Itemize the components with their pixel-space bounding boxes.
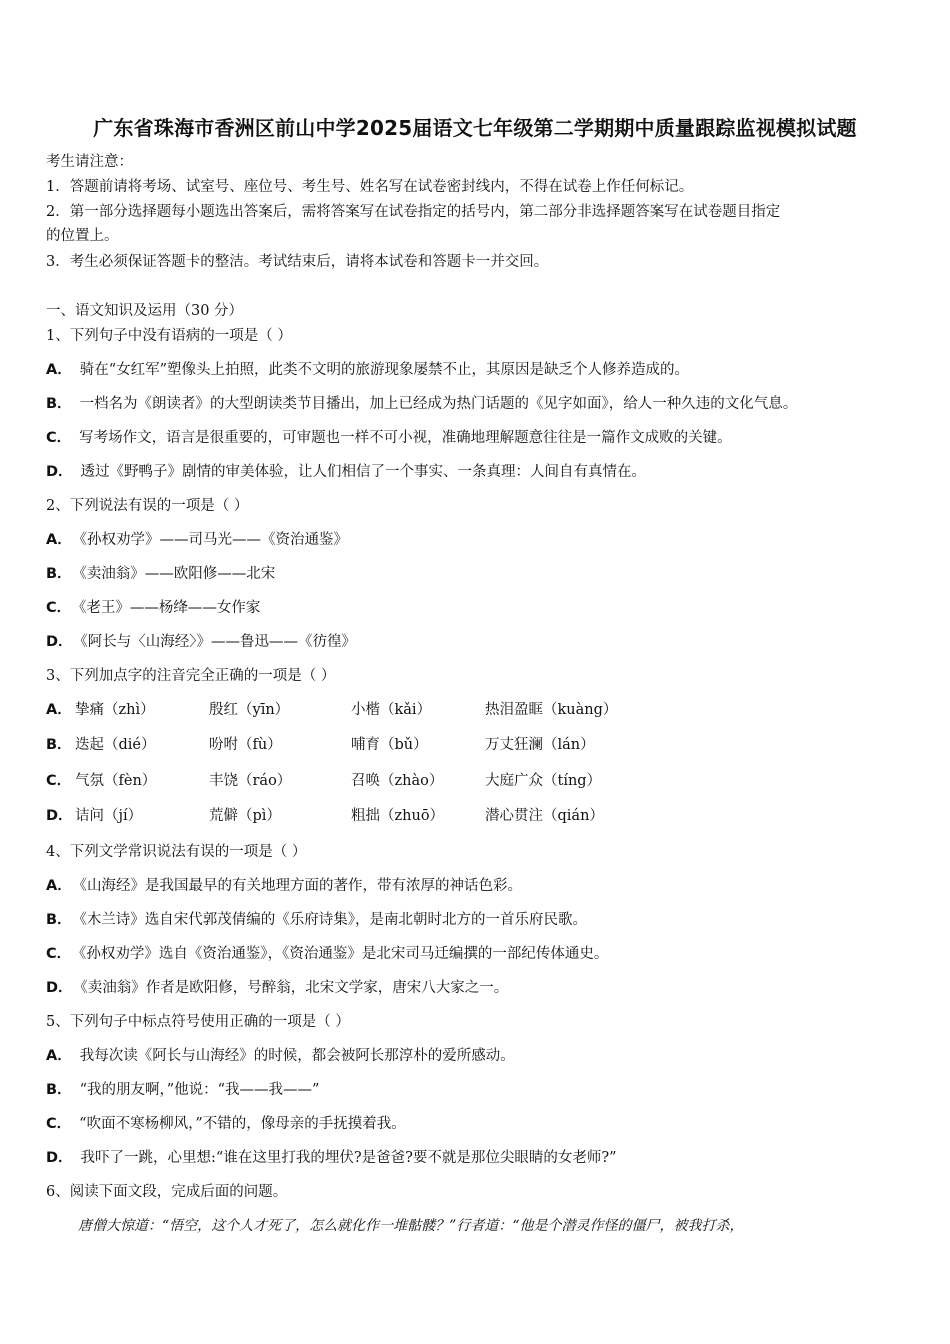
notice-heading: 考生请注意： xyxy=(46,154,133,170)
option-text: “我的朋友啊，”他说：“我——我——” xyxy=(79,1082,320,1098)
option-letter: A． xyxy=(46,878,72,894)
option-text: 《卖油翁》作者是欧阳修，号醉翁，北宋文学家，唐宋八大家之一。 xyxy=(80,980,509,996)
option-text: 《老王》——杨绛——女作家 xyxy=(79,600,261,616)
option-text: 我每次读《阿长与山海经》的时候，都会被阿长那淳朴的爱所感动。 xyxy=(79,1048,515,1064)
option-d xyxy=(46,632,356,652)
option-letter: C． xyxy=(46,430,72,446)
option-c xyxy=(46,1114,406,1134)
option-text: 写考场作文，语言是很重要的，可审题也一样不可小视，准确地理解题意往往是一篇作文成败的关键。 xyxy=(79,430,732,446)
option-d xyxy=(46,462,646,482)
pinyin-cell: 哺育（bǔ） xyxy=(351,737,428,753)
option-d xyxy=(46,1148,617,1168)
option-letter: D． xyxy=(46,1150,73,1166)
pinyin-cell: 热泪盈眶（kuàng） xyxy=(485,702,618,718)
option-letter: A． xyxy=(46,702,72,718)
option-text: 透过《野鸭子》剧情的审美体验，让人们相信了一个事实、一条真理：人间自有真情在。 xyxy=(80,464,647,480)
pinyin-cell: 粗拙（zhuō） xyxy=(351,808,445,824)
option-letter: A． xyxy=(46,362,72,378)
option-b xyxy=(46,1080,319,1100)
pinyin-cell: 诘问（jí） xyxy=(75,808,143,824)
option-letter: B． xyxy=(46,912,72,928)
option-a xyxy=(46,360,689,380)
pinyin-cell: 潜心贯注（qián） xyxy=(485,808,604,824)
question-stem: 6、阅读下面文段，完成后面的问题。 xyxy=(46,1184,288,1200)
option-c xyxy=(46,428,732,448)
pinyin-cell: 召唤（zhào） xyxy=(351,773,444,789)
option-c xyxy=(46,598,260,618)
option-letter: A． xyxy=(46,532,72,548)
notice-item: 的位置上。 xyxy=(46,228,119,244)
pinyin-cell: 小楷（kǎi） xyxy=(351,702,432,718)
option-letter: C． xyxy=(46,1116,72,1132)
question-stem: 5、下列句子中标点符号使用正确的一项是（ ） xyxy=(46,1014,350,1030)
option-text: 《山海经》是我国最早的有关地理方面的著作，带有浓厚的神话色彩。 xyxy=(79,878,522,894)
option-d xyxy=(46,978,508,998)
notice-item: 2．第一部分选择题每小题选出答案后，需将答案写在试卷指定的括号内，第二部分非选择题答案写在试卷题目指定 xyxy=(46,204,781,220)
option-text: 《木兰诗》选自宋代郭茂倩编的《乐府诗集》，是南北朝时北方的一首乐府民歌。 xyxy=(79,912,588,928)
option-c xyxy=(46,944,608,964)
pinyin-cell: 吩咐（fù） xyxy=(209,737,282,753)
option-text: 《孙权劝学》——司马光——《资治通鉴》 xyxy=(79,532,348,548)
option-letter: C． xyxy=(46,946,72,962)
question-stem: 4、下列文学常识说法有误的一项是（ ） xyxy=(46,844,307,860)
option-text: 《阿长与〈山海经〉》——鲁迅——《彷徨》 xyxy=(80,634,357,650)
option-letter: D． xyxy=(46,808,73,824)
option-letter: C． xyxy=(46,773,72,789)
option-text: 一档名为《朗读者》的大型朗读类节目播出，加上已经成为热门话题的《见字如面》，给人一种久违的文化气息。 xyxy=(79,396,798,412)
option-letter: A． xyxy=(46,1048,72,1064)
option-letter: D． xyxy=(46,464,73,480)
option-letter: D． xyxy=(46,980,73,996)
question-stem: 2、下列说法有误的一项是（ ） xyxy=(46,498,249,514)
option-letter: B． xyxy=(46,566,72,582)
option-b xyxy=(46,910,587,930)
option-b xyxy=(46,564,275,584)
option-b xyxy=(46,394,797,414)
option-a xyxy=(46,530,348,550)
question-stem: 1、下列句子中没有语病的一项是（ ） xyxy=(46,328,292,344)
pinyin-cell: 迭起（dié） xyxy=(75,737,156,753)
option-a xyxy=(46,1046,515,1066)
option-a xyxy=(46,876,522,896)
option-letter: B． xyxy=(46,396,72,412)
option-text: 《卖油翁》——欧阳修——北宋 xyxy=(79,566,276,582)
option-text: “吹面不寒杨柳风，”不错的，像母亲的手抚摸着我。 xyxy=(79,1116,406,1132)
notice-item: 1．答题前请将考场、试室号、座位号、考生号、姓名写在试卷密封线内，不得在试卷上作任何标记。 xyxy=(46,179,694,195)
section-heading: 一、语文知识及运用（30 分） xyxy=(46,303,244,319)
question-stem: 3、下列加点字的注音完全正确的一项是（ ） xyxy=(46,668,336,684)
pinyin-cell: 殷红（yīn） xyxy=(209,702,290,718)
option-letter: B． xyxy=(46,737,72,753)
reading-passage: 唐僧大惊道：“悟空，这个人才死了，怎么就化作一堆骷髅？”行者道：“他是个潜灵作怪的僵尸，被我打杀， xyxy=(78,1218,744,1234)
option-letter: C． xyxy=(46,600,72,616)
notice-item: 3．考生必须保证答题卡的整洁。考试结束后，请将本试卷和答题卡一并交回。 xyxy=(46,254,549,270)
pinyin-cell: 万丈狂澜（lán） xyxy=(485,737,595,753)
pinyin-cell: 丰饶（ráo） xyxy=(209,773,292,789)
pinyin-cell: 挚痛（zhì） xyxy=(75,702,155,718)
pinyin-cell: 荒僻（pì） xyxy=(209,808,281,824)
pinyin-cell: 气氛（fèn） xyxy=(75,773,157,789)
option-text: 《孙权劝学》选自《资治通鉴》，《资治通鉴》是北宋司马迁编撰的一部纪传体通史。 xyxy=(79,946,609,962)
option-letter: D． xyxy=(46,634,73,650)
option-text: 骑在“女红军”塑像头上拍照，此类不文明的旅游现象屡禁不止，其原因是缺乏个人修养造成的。 xyxy=(79,362,690,378)
page-title: 广东省珠海市香洲区前山中学2025届语文七年级第二学期期中质量跟踪监视模拟试题 xyxy=(93,116,857,140)
pinyin-cell: 大庭广众（tíng） xyxy=(485,773,602,789)
option-letter: B． xyxy=(46,1082,72,1098)
option-text: 我吓了一跳，心里想:“谁在这里打我的埋伏?是爸爸?要不就是那位尖眼睛的女老师?” xyxy=(80,1150,617,1166)
